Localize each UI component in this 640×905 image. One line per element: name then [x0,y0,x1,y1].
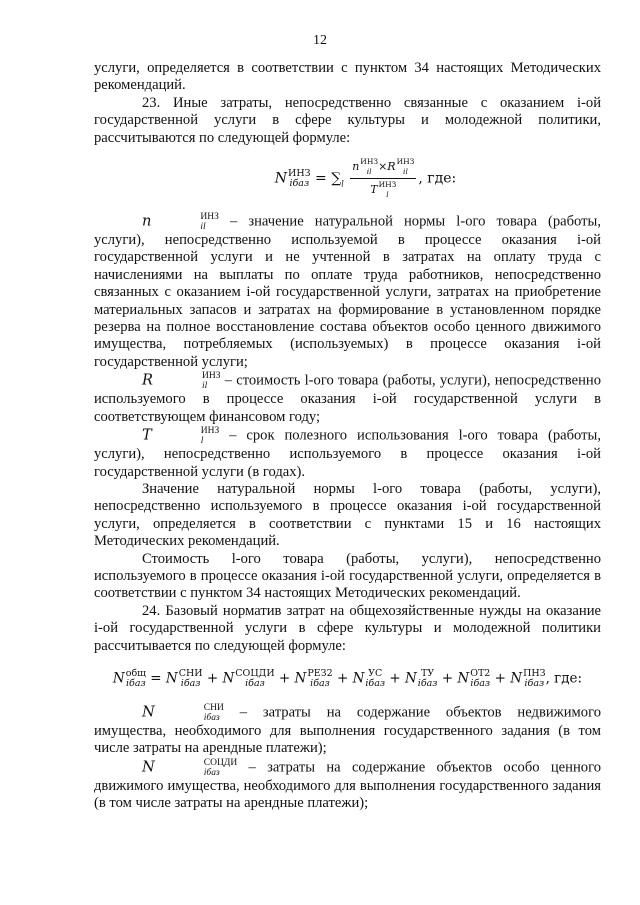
definition-n-inz: n ИНЗ il – значение натуральной нормы l-ого товара (работы, услуги), непосредственно используемой в процессе оказания i-ой государственной услуги и не учтенной в затратах на оплату труда с начислениями на выплаты по оплате труда работников, непосредственно связанных с оказанием i-ой государственной услуги, затратах на приобретение материальных запасов и затратах на формирование в установленном порядке резерва на полное восстановление состава объектов особо ценного движимого имущества, потребляемых (используемых) в процессе оказания i-ой государственной услуги; [94,212,601,370]
page-number: 12 [313,33,327,48]
definition-n-sni: N СНИ iбаз – затраты на содержание объектов недвижимого имущества, необходимого для выполнения государственного задания (в том числе затраты на арендные платежи); [94,702,601,757]
formula-inz: N ИНЗ iбаз = $\sum_l$ n ИНЗ il ×R ИНЗ il T ИНЗ l , где: [274,157,457,200]
formula-obsch: N общ iбаз = N СНИ iбаз + N СОЦДИ iбаз + N РЕЗ2 iбаз + N УС iбаз + N ТУ iбаз + N ОТ2 iбаз + N ПНЗ iбаз , где: [112,667,583,689]
paragraph-cost: Стоимость l-ого товара (работы, услуги), непосредственно используемого в процессе оказания i-ой государственной услуги, определяется в соответствии с пунктом 34 настоящих Методических рекомендаций. [94,550,601,602]
definition-n-socdi: N СОЦДИ iбаз – затраты на содержание объектов особо ценного движимого имущества, необходимого для выполнения государственного задания (в том числе затраты на арендные платежи); [94,757,601,812]
definition-t-inz: T ИНЗ l – срок полезного использования l-ого товара (работы, услуги), непосредственно используемого в процессе оказания i-ой государственной услуги (в годах). [94,426,601,480]
paragraph-item-24: 24. Базовый норматив затрат на общехозяйственные нужды на оказание i-ой государственной услуги в сфере культуры и молодежной политики рассчитывается по следующей формуле: [94,602,601,654]
paragraph-item-23: 23. Иные затраты, непосредственно связанные с оказанием i-ой государственной услуги в сфере культуры и молодежной политики, рассчитываются по следующей формуле: [94,94,601,146]
paragraph-continuation: услуги, определяется в соответствии с пунктом 34 настоящих Методических рекомендаций. [94,60,601,94]
paragraph-natural-norm: Значение натуральной нормы l-ого товара (работы, услуги), непосредственно используемого в процессе оказания i-ой государственной услуги, определяется в соответствии с пунктами 15 и 16 настоящих Методических рекомендаций. [94,480,601,550]
document-body [94,60,601,813]
definition-r-inz: R ИНЗ il – стоимость l-ого товара (работы, услуги), непосредственно используемого в процессе оказания i-ой государственной услуги в соответствующем финансовом году; [94,371,601,425]
formula-fraction: n ИНЗ il ×R ИНЗ il T ИНЗ l [352,157,415,200]
